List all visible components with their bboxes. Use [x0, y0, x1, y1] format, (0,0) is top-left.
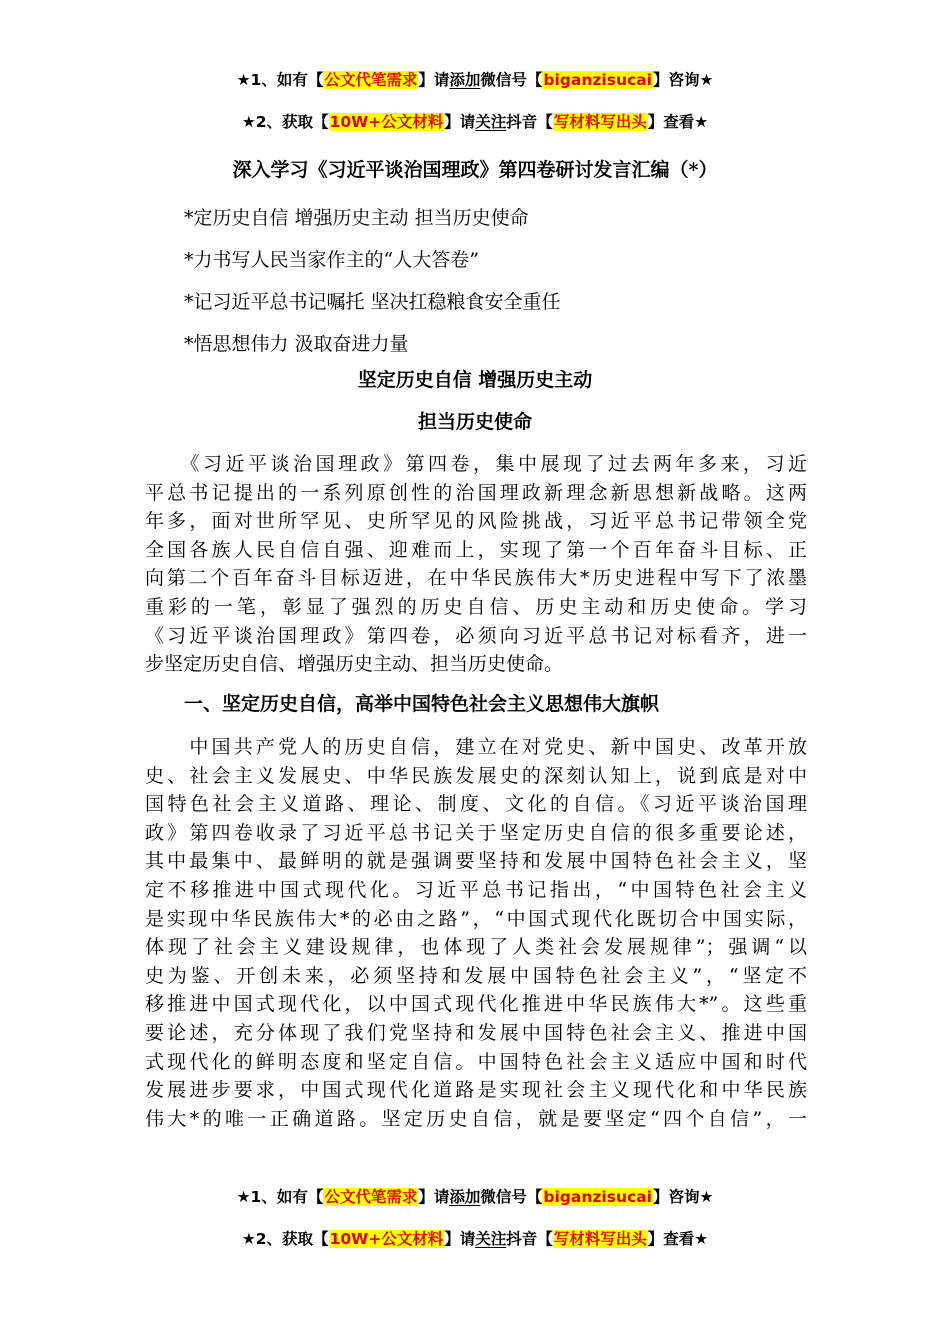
- paragraph-line: 平总书记提出的一系列原创性的治国理政新理念新思想新战略。这两: [145, 481, 807, 504]
- paragraph-line: 《习近平谈治国理政》第四卷，集中展现了过去两年多来，习近: [145, 453, 807, 475]
- paragraph-line: 向第二个百年奋斗目标迈进，在中华民族伟大*历史进程中写下了浓墨: [145, 567, 807, 590]
- paragraph-section-1: [145, 733, 807, 1133]
- bottom-banner-line-2: [0, 1227, 950, 1251]
- section-title-line-2: 担当历史使命: [417, 411, 532, 433]
- banner-suffix: 】查看★: [647, 1230, 709, 1248]
- paragraph-line: 式现代化的鲜明态度和坚定自信。中国特色社会主义适应中国和时代: [145, 1050, 807, 1073]
- paragraph-line: 步坚定历史自信、增强历史主动、担当历史使命。: [145, 653, 564, 676]
- contents-item: *悟思想伟力 汲取奋进力量: [184, 333, 409, 355]
- document-title: 深入学习《习近平谈治国理政》第四卷研讨发言汇编（*）: [232, 159, 718, 181]
- paragraph-line: 年多，面对世所罕见、史所罕见的风险挑战，习近平总书记带领全党: [145, 510, 807, 533]
- paragraph-line: 要论述，充分体现了我们党坚持和发展中国特色社会主义、推进中国: [145, 1021, 807, 1044]
- paragraph-line: 中国共产党人的历史自信，建立在对党史、新中国史、改革开放: [145, 736, 807, 758]
- paragraph-line: 国特色社会主义道路、理论、制度、文化的自信。《习近平谈治国理: [145, 793, 807, 816]
- banner-text: 抖音【: [506, 1230, 553, 1248]
- paragraph-line: 史、社会主义发展史、中华民族发展史的深刻认知上，说到底是对中: [145, 764, 807, 787]
- banner-highlight-wechat-id: biganzisucai: [543, 71, 652, 89]
- paragraph-line: 其中最集中、最鲜明的就是强调要坚持和发展中国特色社会主义，坚: [145, 850, 807, 873]
- contents-item: *定历史自信 增强历史主动 担当历史使命: [184, 207, 529, 229]
- banner-text: 微信号【: [480, 71, 543, 89]
- banner-emphasis: 关注: [475, 1230, 507, 1248]
- banner-text: 】请: [444, 113, 476, 131]
- banner-prefix: ★1、如有【: [236, 71, 324, 89]
- paragraph-line: 是实现中华民族伟大*的必由之路”，“中国式现代化既切合中国实际，: [145, 907, 807, 930]
- paragraph-line: 政》第四卷收录了习近平总书记关于坚定历史自信的很多重要论述，: [145, 821, 807, 844]
- paragraph-line: 定不移推进中国式现代化。习近平总书记指出，“中国特色社会主义: [145, 878, 807, 901]
- banner-highlight-service: 公文代笔需求: [324, 1188, 418, 1206]
- paragraph-intro: [145, 450, 807, 679]
- heading-section-1: 一、坚定历史自信，高举中国特色社会主义思想伟大旗帜: [184, 693, 660, 715]
- contents-item: *记习近平总书记嘱托 坚决扛稳粮食安全重任: [184, 291, 561, 313]
- top-banner-line-2: [0, 110, 950, 134]
- section-title-line-1: 坚定历史自信 增强历史主动: [357, 369, 593, 391]
- bottom-banner-line-1: [0, 1185, 950, 1209]
- banner-suffix: 】咨询★: [652, 1188, 714, 1206]
- banner-emphasis: 添加: [449, 71, 481, 89]
- banner-suffix: 】咨询★: [652, 71, 714, 89]
- top-banner-line-1: [0, 68, 950, 92]
- banner-prefix: ★2、获取【: [241, 1230, 329, 1248]
- banner-highlight-douyin: 写材料写出头: [553, 113, 647, 131]
- paragraph-line: 体现了社会主义建设规律，也体现了人类社会发展规律”；强调“以: [145, 936, 807, 959]
- banner-text: 微信号【: [480, 1188, 543, 1206]
- banner-text: 】请: [418, 71, 450, 89]
- paragraph-line: 全国各族人民自信自强、迎难而上，实现了第一个百年奋斗目标、正: [145, 538, 807, 561]
- paragraph-line: 伟大*的唯一正确道路。坚定历史自信，就是要坚定“四个自信”，一: [145, 1107, 807, 1130]
- banner-highlight-service: 公文代笔需求: [324, 71, 418, 89]
- banner-highlight-materials: 10W+公文材料: [329, 1230, 444, 1248]
- paragraph-line: 移推进中国式现代化，以中国式现代化推进中华民族伟大*”。这些重: [145, 993, 807, 1016]
- paragraph-line: 发展进步要求，中国式现代化道路是实现社会主义现代化和中华民族: [145, 1079, 807, 1102]
- banner-prefix: ★1、如有【: [236, 1188, 324, 1206]
- banner-suffix: 】查看★: [647, 113, 709, 131]
- paragraph-line: 《习近平谈治国理政》第四卷，必须向习近平总书记对标看齐，进一: [145, 624, 807, 647]
- banner-emphasis: 添加: [449, 1188, 481, 1206]
- banner-text: 】请: [444, 1230, 476, 1248]
- paragraph-line: 重彩的一笔，彰显了强烈的历史自信、历史主动和历史使命。学习: [145, 595, 807, 618]
- banner-text: 抖音【: [506, 113, 553, 131]
- contents-item: *力书写人民当家作主的“人大答卷”: [184, 249, 479, 271]
- banner-highlight-wechat-id: biganzisucai: [543, 1188, 652, 1206]
- paragraph-line: 史为鉴、开创未来，必须坚持和发展中国特色社会主义”，“坚定不: [145, 964, 807, 987]
- banner-text: 】请: [418, 1188, 450, 1206]
- banner-highlight-douyin: 写材料写出头: [553, 1230, 647, 1248]
- banner-emphasis: 关注: [475, 113, 507, 131]
- banner-prefix: ★2、获取【: [241, 113, 329, 131]
- banner-highlight-materials: 10W+公文材料: [329, 113, 444, 131]
- contents-list: [184, 197, 561, 365]
